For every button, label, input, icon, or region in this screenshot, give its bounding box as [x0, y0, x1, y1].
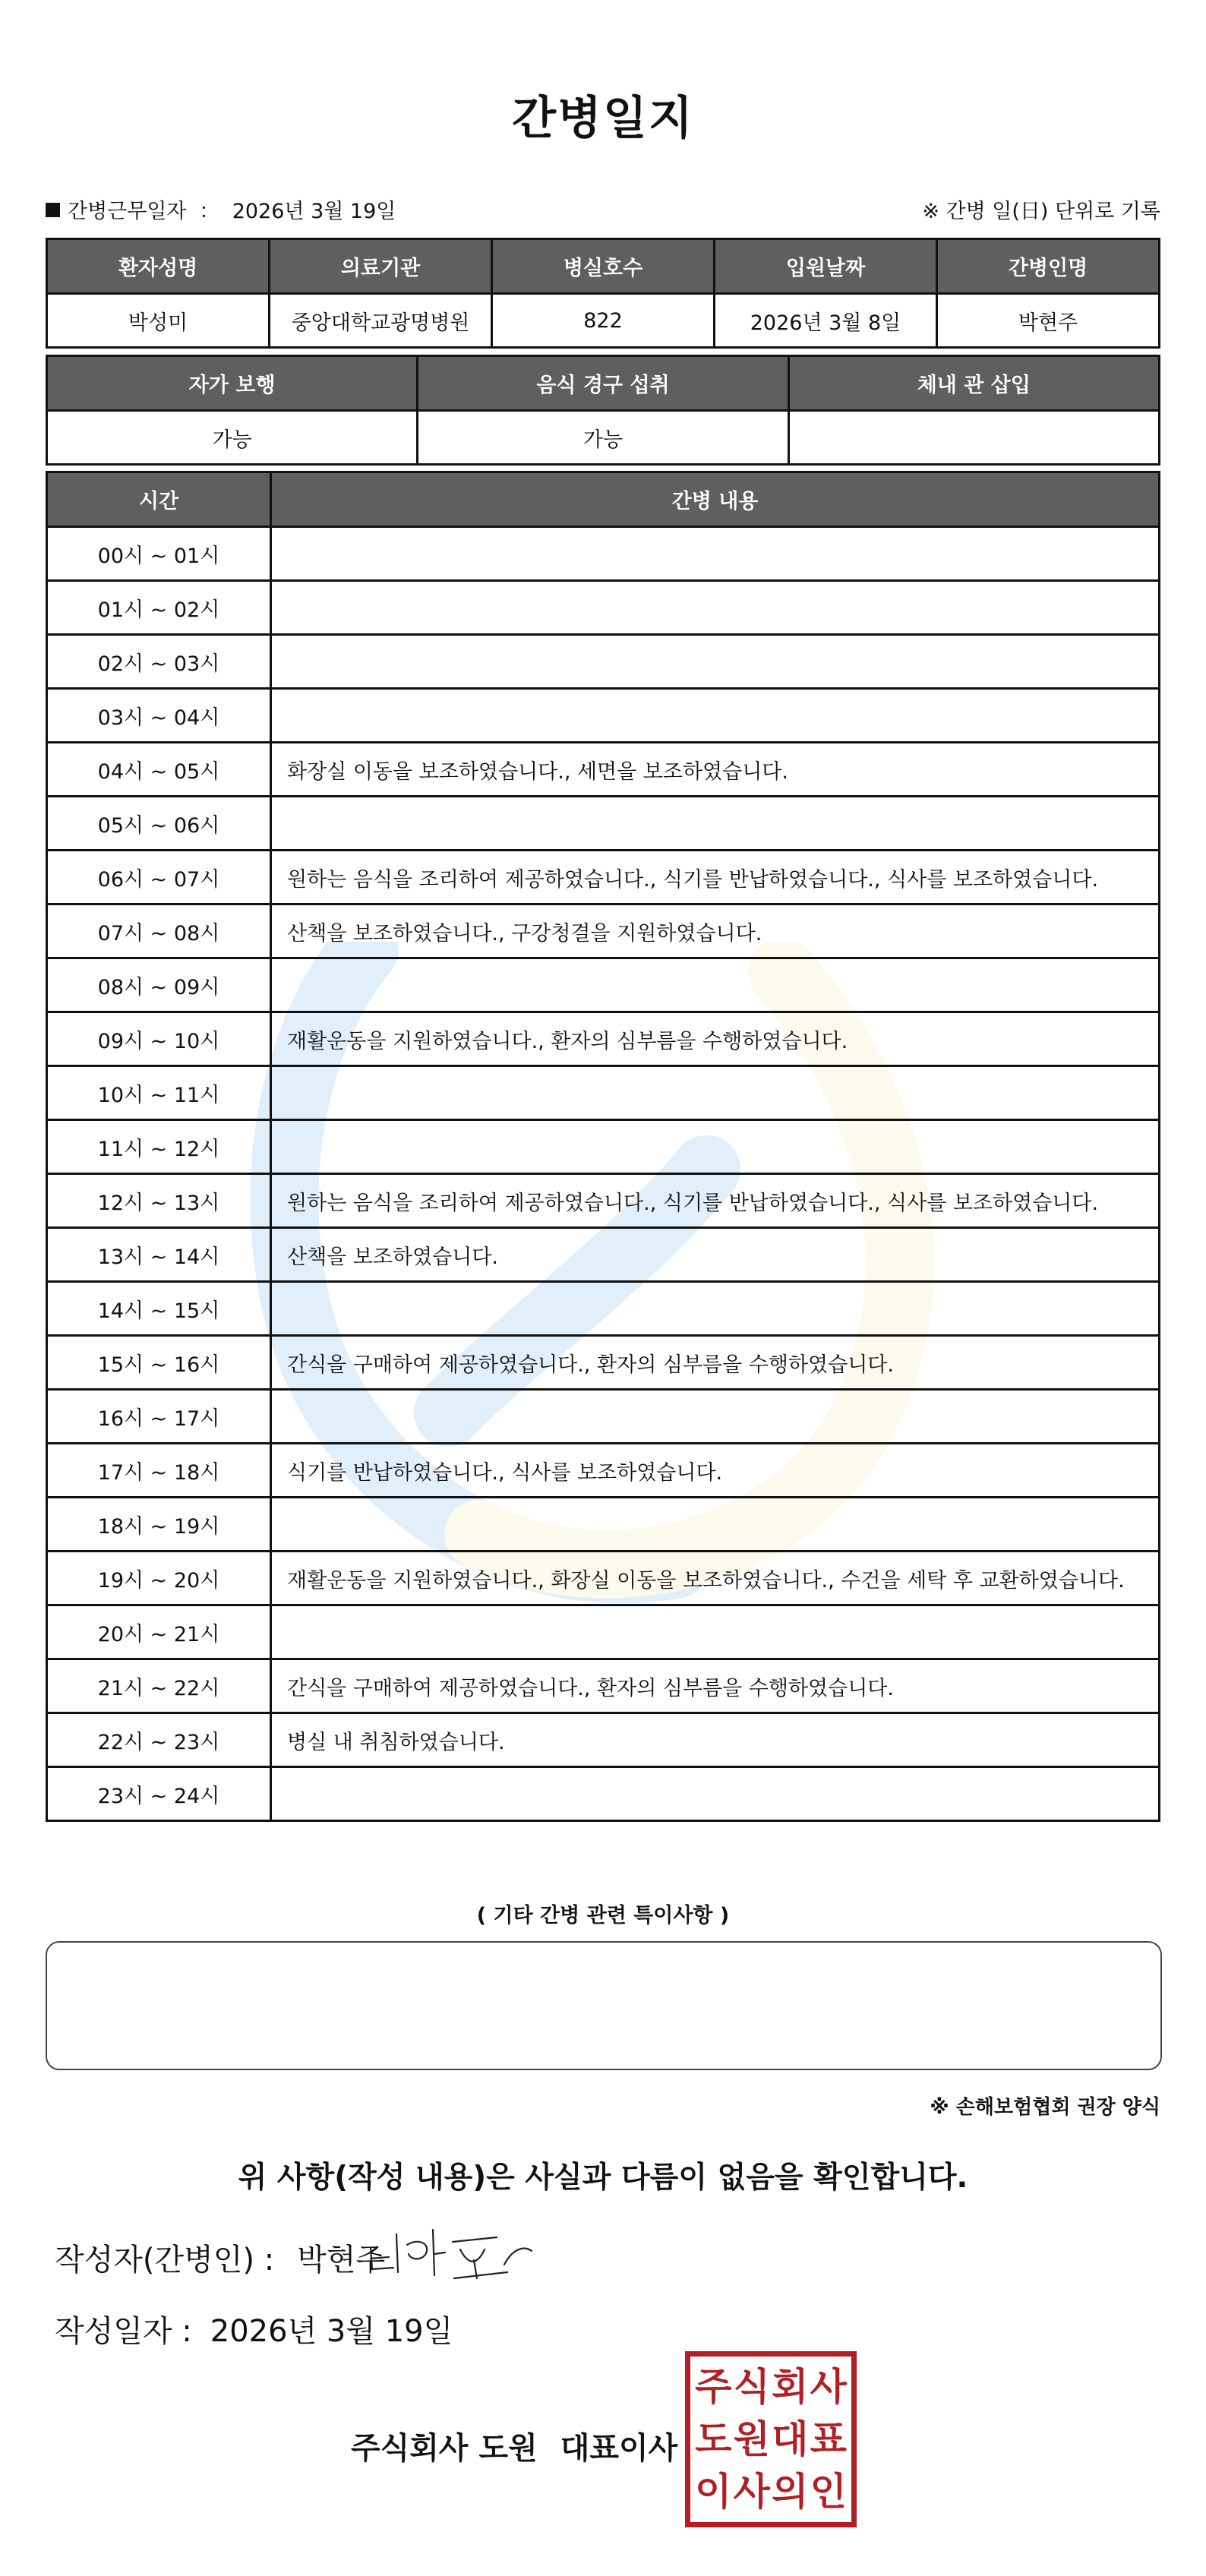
header-oral-intake: 음식 경구 섭취 [418, 356, 788, 411]
care-content-cell [271, 1282, 1160, 1336]
writer-line [55, 2236, 385, 2279]
confirmation-statement: 위 사항(작성 내용)은 사실과 다름이 없음을 확인합니다. [238, 2161, 968, 2195]
schedule-row [47, 1659, 1160, 1713]
header-time: 시간 [47, 472, 271, 527]
seal-char: 의 [772, 2470, 809, 2514]
schedule-row [47, 743, 1160, 797]
ability-header-row [47, 356, 1160, 411]
schedule-row [47, 635, 1160, 689]
time-cell: 18시 ~ 19시 [47, 1498, 271, 1552]
schedule-row [47, 1282, 1160, 1336]
seal-char: 대 [772, 2417, 809, 2461]
time-cell: 20시 ~ 21시 [47, 1605, 271, 1659]
seal-char: 식 [733, 2364, 770, 2409]
time-cell: 16시 ~ 17시 [47, 1390, 271, 1444]
care-content-cell [271, 1605, 1160, 1659]
patient-info-table [46, 238, 1160, 349]
patient-name: 박성미 [47, 294, 270, 348]
hospital-name: 중앙대학교광명병원 [270, 294, 492, 348]
care-content-cell [271, 581, 1160, 635]
time-cell: 11시 ~ 12시 [47, 1120, 271, 1174]
special-notes-title: ( 기타 간병 관련 특이사항 ) [476, 1904, 730, 1927]
time-cell: 06시 ~ 07시 [47, 851, 271, 904]
seal-char: 사 [810, 2364, 847, 2409]
caregiver-name: 박현주 [937, 294, 1160, 348]
header-caregiver-name: 간병인명 [937, 239, 1160, 294]
care-content-cell: 재활운동을 지원하였습니다., 환자의 심부름을 수행하였습니다. [271, 1012, 1160, 1066]
header-admission-date: 입원날짜 [715, 239, 937, 294]
work-date-separator: ： [199, 200, 220, 223]
care-content-cell [271, 1390, 1160, 1444]
time-cell: 09시 ~ 10시 [47, 1012, 271, 1066]
header-care-content: 간병 내용 [271, 472, 1160, 527]
time-cell: 01시 ~ 02시 [47, 581, 271, 635]
care-content-cell: 병실 내 취침하였습니다. [271, 1713, 1160, 1767]
care-content-cell [271, 1120, 1160, 1174]
seal-char: 인 [810, 2470, 847, 2514]
care-content-cell: 식기를 반납하였습니다., 식사를 보조하였습니다. [271, 1444, 1160, 1498]
schedule-row [47, 527, 1160, 581]
time-cell: 02시 ~ 03시 [47, 635, 271, 689]
schedule-row [47, 1713, 1160, 1767]
care-content-cell: 산책을 보조하였습니다. [271, 1228, 1160, 1282]
schedule-row [47, 1228, 1160, 1282]
time-cell: 23시 ~ 24시 [47, 1767, 271, 1821]
time-cell: 13시 ~ 14시 [47, 1228, 271, 1282]
schedule-row [47, 1552, 1160, 1605]
company-seal-stamp [685, 2351, 857, 2527]
special-notes-box [46, 1941, 1162, 2070]
header-hospital: 의료기관 [270, 239, 492, 294]
seal-characters [694, 2360, 848, 2518]
work-date-value: 2026년 3월 19일 [232, 200, 396, 223]
schedule-row [47, 1444, 1160, 1498]
seal-char: 이 [695, 2470, 732, 2514]
handwritten-signature-icon [363, 2219, 538, 2286]
schedule-row [47, 1767, 1160, 1821]
care-content-cell: 원하는 음식을 조리하여 제공하였습니다., 식기를 반납하였습니다., 식사를 보조하였습니다. [271, 1174, 1160, 1228]
care-content-cell [271, 527, 1160, 581]
time-cell: 08시 ~ 09시 [47, 958, 271, 1012]
time-cell: 05시 ~ 06시 [47, 797, 271, 851]
unit-note: ※ 간병 일(日) 단위로 기록 [922, 200, 1160, 223]
patient-value-row [47, 294, 1160, 348]
care-schedule-table [46, 471, 1160, 1822]
company-name: 주식회사 도원 [351, 2431, 538, 2466]
schedule-row [47, 1174, 1160, 1228]
schedule-row [47, 958, 1160, 1012]
seal-char: 사 [733, 2470, 770, 2514]
time-cell: 10시 ~ 11시 [47, 1066, 271, 1120]
room-number: 822 [492, 294, 715, 348]
time-cell: 15시 ~ 16시 [47, 1336, 271, 1390]
header-self-walking: 자가 보행 [47, 356, 418, 411]
care-content-cell: 화장실 이동을 보조하였습니다., 세면을 보조하였습니다. [271, 743, 1160, 797]
care-content-cell [271, 1767, 1160, 1821]
seal-char: 회 [772, 2364, 809, 2409]
writer-name: 박현주 [297, 2243, 386, 2278]
time-cell: 07시 ~ 08시 [47, 904, 271, 958]
write-date-value: 2026년 3월 19일 [210, 2314, 453, 2349]
work-date-label: 간병근무일자 [68, 200, 187, 223]
write-date-label: 작성일자 : [55, 2314, 192, 2349]
self-walking-value: 가능 [47, 411, 418, 465]
work-date-line [46, 194, 396, 224]
time-cell: 14시 ~ 15시 [47, 1282, 271, 1336]
schedule-row [47, 581, 1160, 635]
care-content-cell: 원하는 음식을 조리하여 제공하였습니다., 식기를 반납하였습니다., 식사를 보조하였습니다. [271, 851, 1160, 904]
schedule-row [47, 1336, 1160, 1390]
care-content-cell [271, 1066, 1160, 1120]
schedule-row [47, 1120, 1160, 1174]
form-source-note: ※ 손해보험협회 권장 양식 [930, 2096, 1160, 2119]
time-cell: 19시 ~ 20시 [47, 1552, 271, 1605]
seal-char: 원 [733, 2417, 770, 2461]
ability-value-row [47, 411, 1160, 465]
document-title: 간병일지 [512, 92, 694, 145]
schedule-row [47, 797, 1160, 851]
care-content-cell [271, 635, 1160, 689]
care-content-cell [271, 958, 1160, 1012]
header-tube-insertion: 체내 관 삽입 [788, 356, 1159, 411]
time-cell: 12시 ~ 13시 [47, 1174, 271, 1228]
patient-header-row [47, 239, 1160, 294]
square-bullet-icon [46, 203, 60, 217]
care-content-cell [271, 797, 1160, 851]
schedule-header-row [47, 472, 1160, 527]
time-cell: 21시 ~ 22시 [47, 1659, 271, 1713]
write-date-line [55, 2307, 453, 2350]
schedule-row [47, 904, 1160, 958]
care-content-cell: 산책을 보조하였습니다., 구강청결을 지원하였습니다. [271, 904, 1160, 958]
time-cell: 00시 ~ 01시 [47, 527, 271, 581]
time-cell: 04시 ~ 05시 [47, 743, 271, 797]
schedule-row [47, 1390, 1160, 1444]
tube-insertion-value [788, 411, 1159, 465]
schedule-row [47, 1066, 1160, 1120]
care-content-cell: 간식을 구매하여 제공하였습니다., 환자의 심부름을 수행하였습니다. [271, 1336, 1160, 1390]
header-patient-name: 환자성명 [47, 239, 270, 294]
oral-intake-value: 가능 [418, 411, 788, 465]
schedule-row [47, 1605, 1160, 1659]
care-content-cell [271, 1498, 1160, 1552]
seal-char: 표 [810, 2417, 847, 2461]
time-cell: 17시 ~ 18시 [47, 1444, 271, 1498]
schedule-row [47, 1012, 1160, 1066]
time-cell: 03시 ~ 04시 [47, 689, 271, 743]
schedule-row [47, 1498, 1160, 1552]
company-title: 대표이사 [560, 2431, 678, 2466]
care-content-cell: 간식을 구매하여 제공하였습니다., 환자의 심부름을 수행하였습니다. [271, 1659, 1160, 1713]
care-content-cell [271, 689, 1160, 743]
writer-label: 작성자(간병인) : [55, 2243, 275, 2278]
header-room: 병실호수 [492, 239, 715, 294]
patient-ability-table [46, 355, 1160, 466]
time-cell: 22시 ~ 23시 [47, 1713, 271, 1767]
schedule-row [47, 851, 1160, 904]
admission-date: 2026년 3월 8일 [715, 294, 937, 348]
seal-char: 도 [695, 2417, 732, 2461]
schedule-row [47, 689, 1160, 743]
seal-char: 주 [695, 2364, 732, 2409]
meta-row [46, 194, 1160, 225]
company-line [351, 2424, 677, 2467]
care-content-cell: 재활운동을 지원하였습니다., 화장실 이동을 보조하였습니다., 수건을 세탁 후 교환하였습니다. [271, 1552, 1160, 1605]
